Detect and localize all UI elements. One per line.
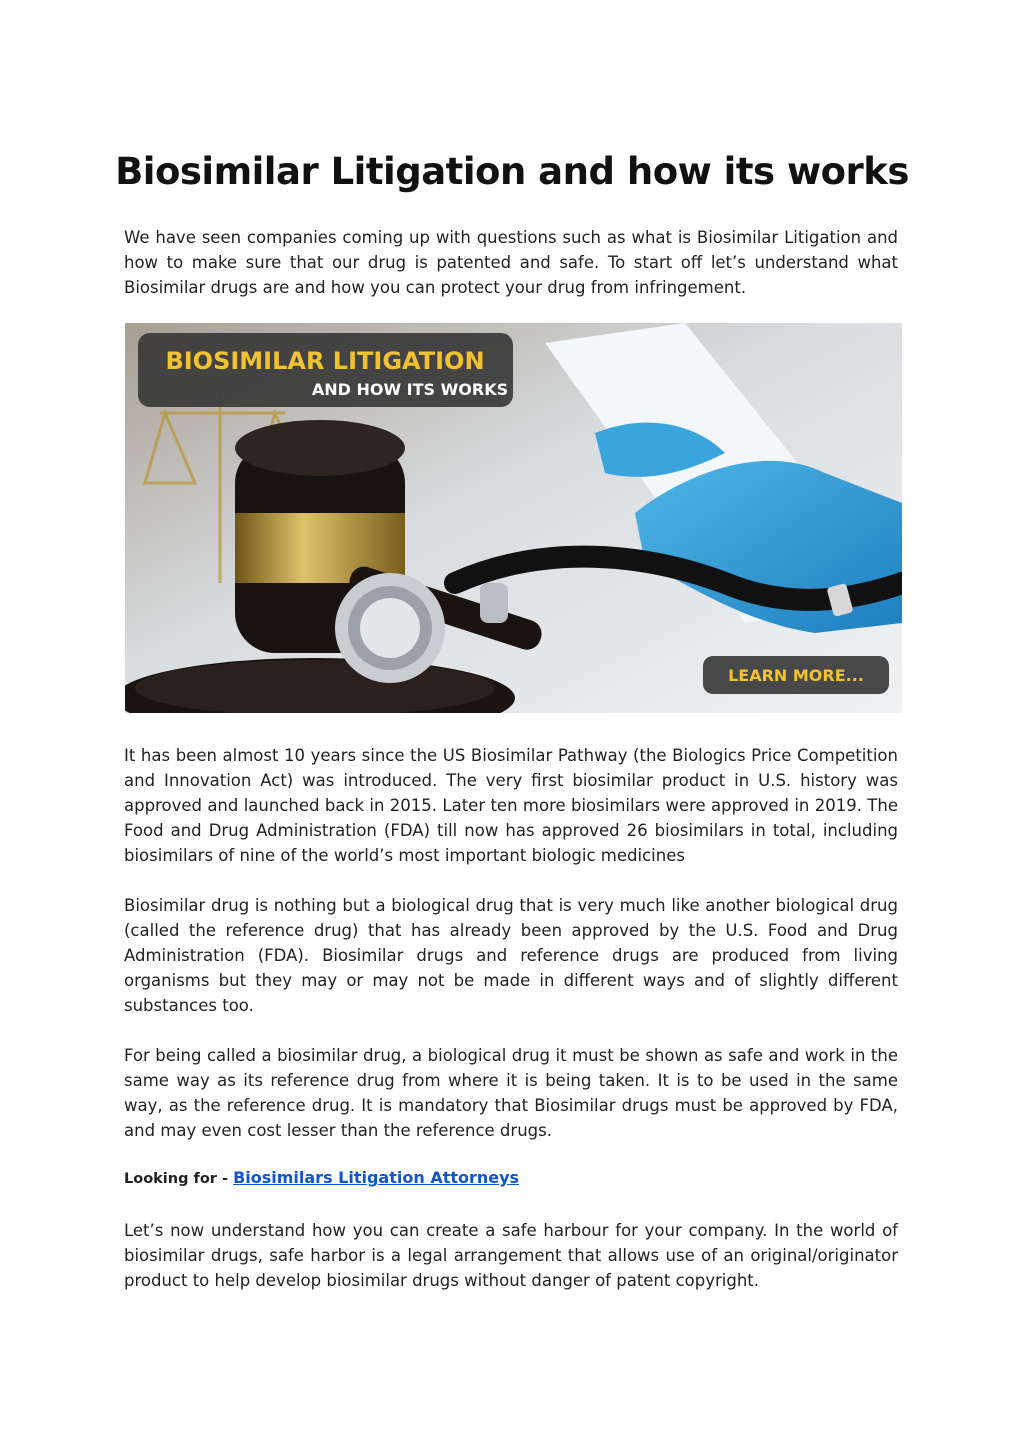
learn-more-button[interactable]: LEARN MORE... — [728, 666, 864, 685]
attorneys-link[interactable]: Biosimilars Litigation Attorneys — [233, 1168, 520, 1187]
page-title: Biosimilar Litigation and how its works — [115, 150, 909, 193]
hero-subheadline: AND HOW ITS WORKS — [311, 380, 509, 399]
paragraph-safe-harbor: Let’s now understand how you can create a safe harbour for your company. In the world of biosimilar drugs, safe harbor is a legal arrangement that allows use of an original/originator product to help develop biosimilar drugs without danger of patent copyright. — [124, 1221, 898, 1290]
paragraph-pathway: It has been almost 10 years since the US Biosimilar Pathway (the Biologics Price Competition and Innovation Act) was introduced. The very first biosimilar product in U.S. history was approved and launched back in 2015. Later ten more biosimilars were approved in 2019. The Food and Drug Administration (FDA) till now has approved 26 biosimilars in total, including biosimilars of nine of the world’s most important biologic medicines — [124, 746, 898, 865]
hero-illustration — [125, 323, 902, 713]
looking-for-prefix: Looking for - — [124, 1171, 234, 1187]
hero-image[interactable] — [125, 323, 902, 713]
paragraph-definition: Biosimilar drug is nothing but a biological drug that is very much like another biological drug (called the reference drug) that has already been approved by the U.S. Food and Drug Administration (FDA). Biosimilar drugs and reference drugs are produced from living organisms but they may or may not be made in different ways and of slightly different substances too. — [124, 896, 898, 1015]
hero-headline: BIOSIMILAR LITIGATION — [165, 347, 485, 375]
intro-paragraph: We have seen companies coming up with questions such as what is Biosimilar Litigation and how to make sure that our drug is patented and safe. To start off let’s understand what Biosimilar drugs are and how you can protect your drug from infringement. — [124, 228, 898, 297]
looking-for-line — [124, 1168, 519, 1187]
paragraph-requirements: For being called a biosimilar drug, a biological drug it must be shown as safe and work in the same way as its reference drug from where it is being taken. It is to be used in the same way, as the reference drug. It is mandatory that Biosimilar drugs must be approved by FDA, and may even cost lesser than the reference drugs. — [124, 1046, 898, 1140]
